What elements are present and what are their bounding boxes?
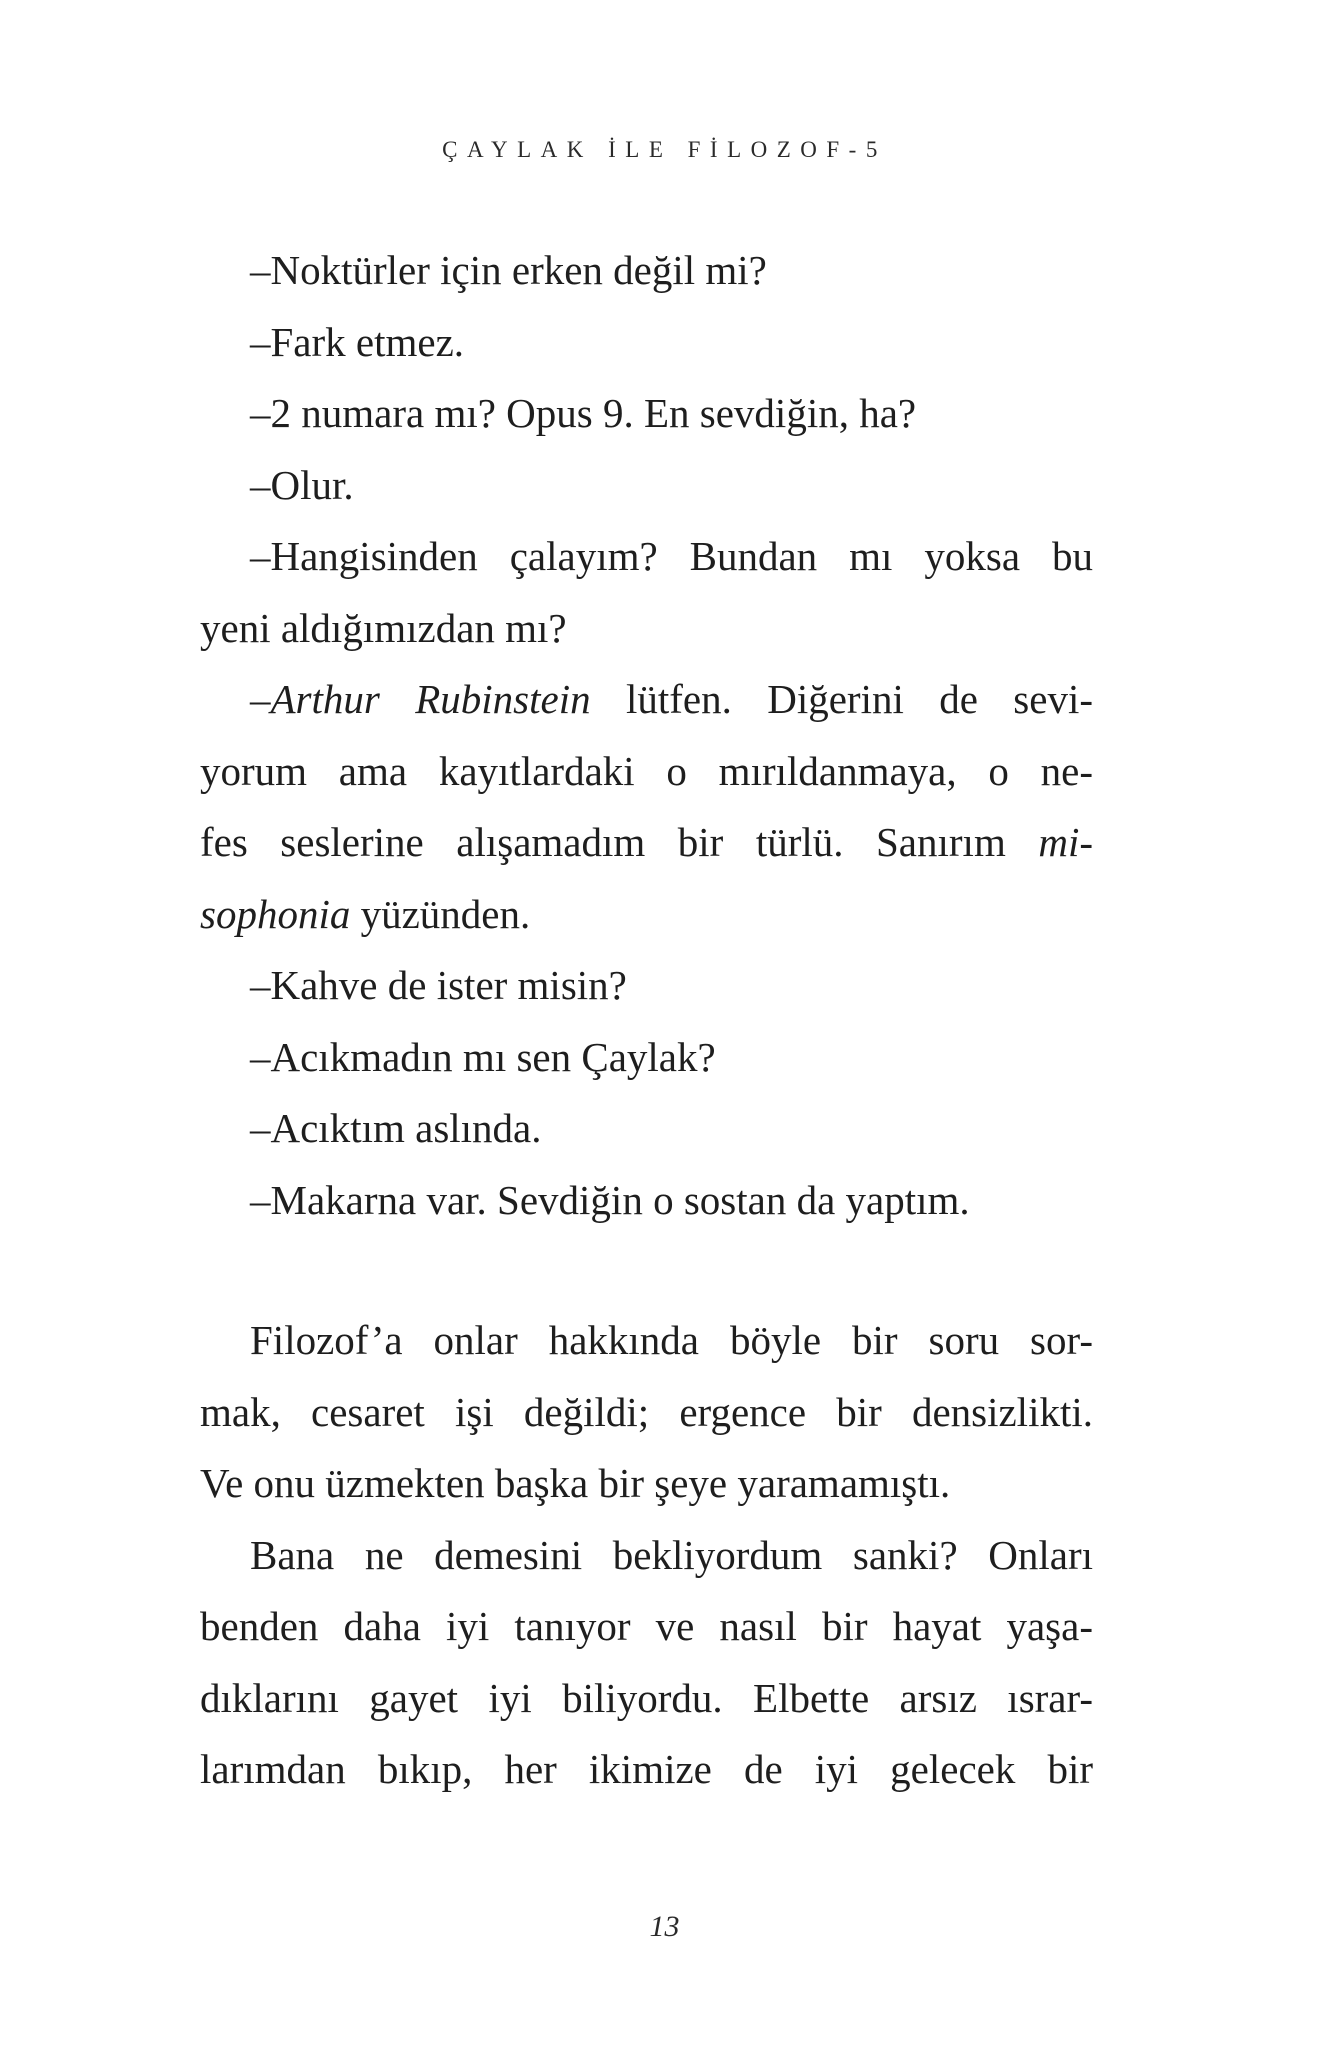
line-text: fes seslerine alışamadım bir türlü. Sanırım xyxy=(200,819,1039,865)
dialogue-line: –Hangisinden çalayım? Bundan mı yoksa bu xyxy=(250,533,1093,579)
dialogue-line: yorum ama kayıtlardaki o mırıldanmaya, o ne- xyxy=(200,747,1093,794)
italic-term: mi- xyxy=(1038,819,1093,865)
dialogue-line: –Olur. xyxy=(250,461,354,508)
dialogue-line: –Noktürler için erken değil mi? xyxy=(250,247,767,293)
dialogue-line xyxy=(200,664,1093,736)
line-text: lütfen. Diğerini de sevi- xyxy=(590,676,1093,722)
line-text: yüzünden. xyxy=(350,890,531,937)
dialogue-line: –2 numara mı? Opus 9. En sevdiğin, ha? xyxy=(250,390,917,436)
dialogue-line: –Acıktım aslında. xyxy=(250,1105,542,1151)
dialogue-line: –Makarna var. Sevdiğin o sostan da yaptım. xyxy=(250,1176,970,1223)
dialogue-line xyxy=(200,807,1093,879)
dialogue-line: –Fark etmez. xyxy=(250,318,465,365)
dialogue-line xyxy=(200,879,1093,951)
dialogue-line: –Kahve de ister misin? xyxy=(250,962,627,1008)
paragraph-line: Ve onu üzmekten başka bir şeye yaramamıştı. xyxy=(200,1460,951,1506)
paragraph-line: dıklarını gayet iyi biliyordu. Elbette arsız ısrar- xyxy=(200,1674,1093,1721)
paragraph-line: benden daha iyi tanıyor ve nasıl bir hayat yaşa- xyxy=(200,1603,1093,1649)
paragraph-line: Bana ne demesini bekliyordum sanki? Onları xyxy=(250,1531,1093,1578)
dialogue-line: yeni aldığımızdan mı? xyxy=(200,604,567,651)
dialogue-line: –Acıkmadın mı sen Çaylak? xyxy=(250,1033,716,1080)
paragraph-line: mak, cesaret işi değildi; ergence bir densizlikti. xyxy=(200,1388,1093,1435)
paragraph-line: larımdan bıkıp, her ikimize de iyi gelecek bir xyxy=(200,1746,1093,1792)
dialogue-block xyxy=(200,235,1093,1236)
page-number: 13 xyxy=(649,1910,680,1943)
italic-name: –Arthur Rubinstein xyxy=(250,676,591,722)
running-head: ÇAYLAK İLE FİLOZOF-5 xyxy=(442,137,887,162)
italic-term: sophonia xyxy=(200,890,351,937)
paragraph-line: Filozof’a onlar hakkında böyle bir soru sor- xyxy=(250,1317,1093,1363)
narrative-block xyxy=(200,1305,1093,1806)
